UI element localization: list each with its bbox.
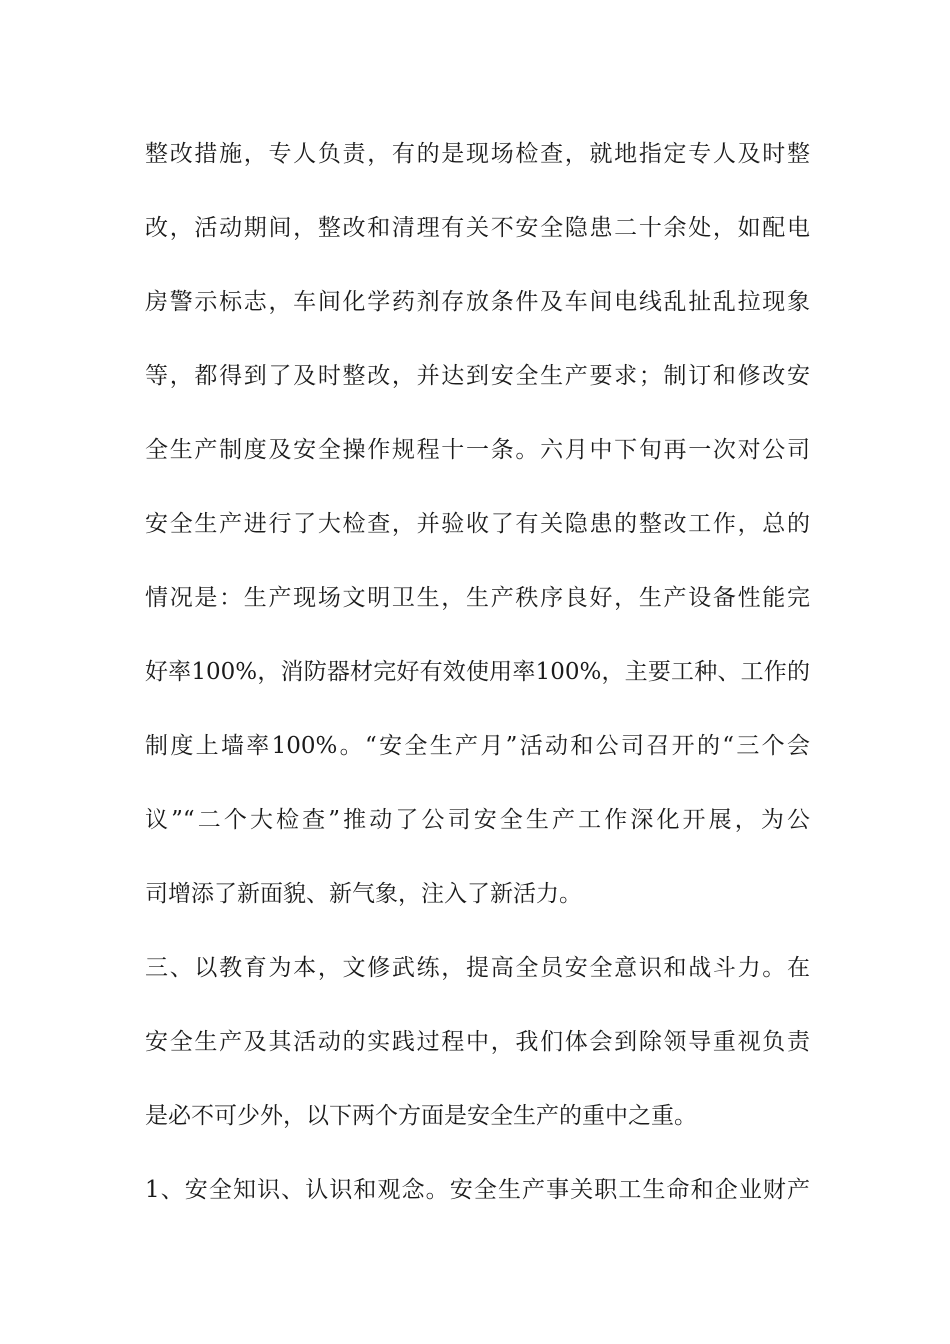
text-line: 是必不可少外，以下两个方面是安全生产的重中之重。 bbox=[145, 1103, 697, 1129]
text-line: 安全生产进行了大检查，并验收了有关隐患的整改工作，总的 bbox=[145, 511, 810, 537]
text-line: 房警示标志，车间化学药剂存放条件及车间电线乱扯乱拉现象 bbox=[145, 289, 810, 315]
text-line: 安全生产及其活动的实践过程中，我们体会到除领导重视负责 bbox=[145, 1029, 810, 1055]
text-line: 司增添了新面貌、新气象，注入了新活力。 bbox=[145, 881, 582, 907]
text-line: 整改措施，专人负责，有的是现场检查，就地指定专人及时整 bbox=[145, 141, 810, 167]
text-line: 改，活动期间，整改和清理有关不安全隐患二十余处，如配电 bbox=[145, 215, 810, 241]
text-line: 三、以教育为本，文修武练，提高全员安全意识和战斗力。在 bbox=[145, 955, 810, 981]
text-line: 等，都得到了及时整改，并达到安全生产要求；制订和修改安 bbox=[145, 363, 810, 389]
text-line: 好率100%，消防器材完好有效使用率100%，主要工种、工作的 bbox=[145, 659, 810, 685]
text-line: 1、安全知识、认识和观念。安全生产事关职工生命和企业财产 bbox=[145, 1177, 810, 1203]
body-text bbox=[145, 127, 810, 1237]
text-line: 制度上墙率100%。“安全生产月”活动和公司召开的“三个会 bbox=[145, 733, 810, 759]
text-line: 全生产制度及安全操作规程十一条。六月中下旬再一次对公司 bbox=[145, 437, 810, 463]
text-line: 议”“二个大检查”推动了公司安全生产工作深化开展，为公 bbox=[145, 807, 810, 833]
text-line: 情况是：生产现场文明卫生，生产秩序良好，生产设备性能完 bbox=[145, 585, 810, 611]
